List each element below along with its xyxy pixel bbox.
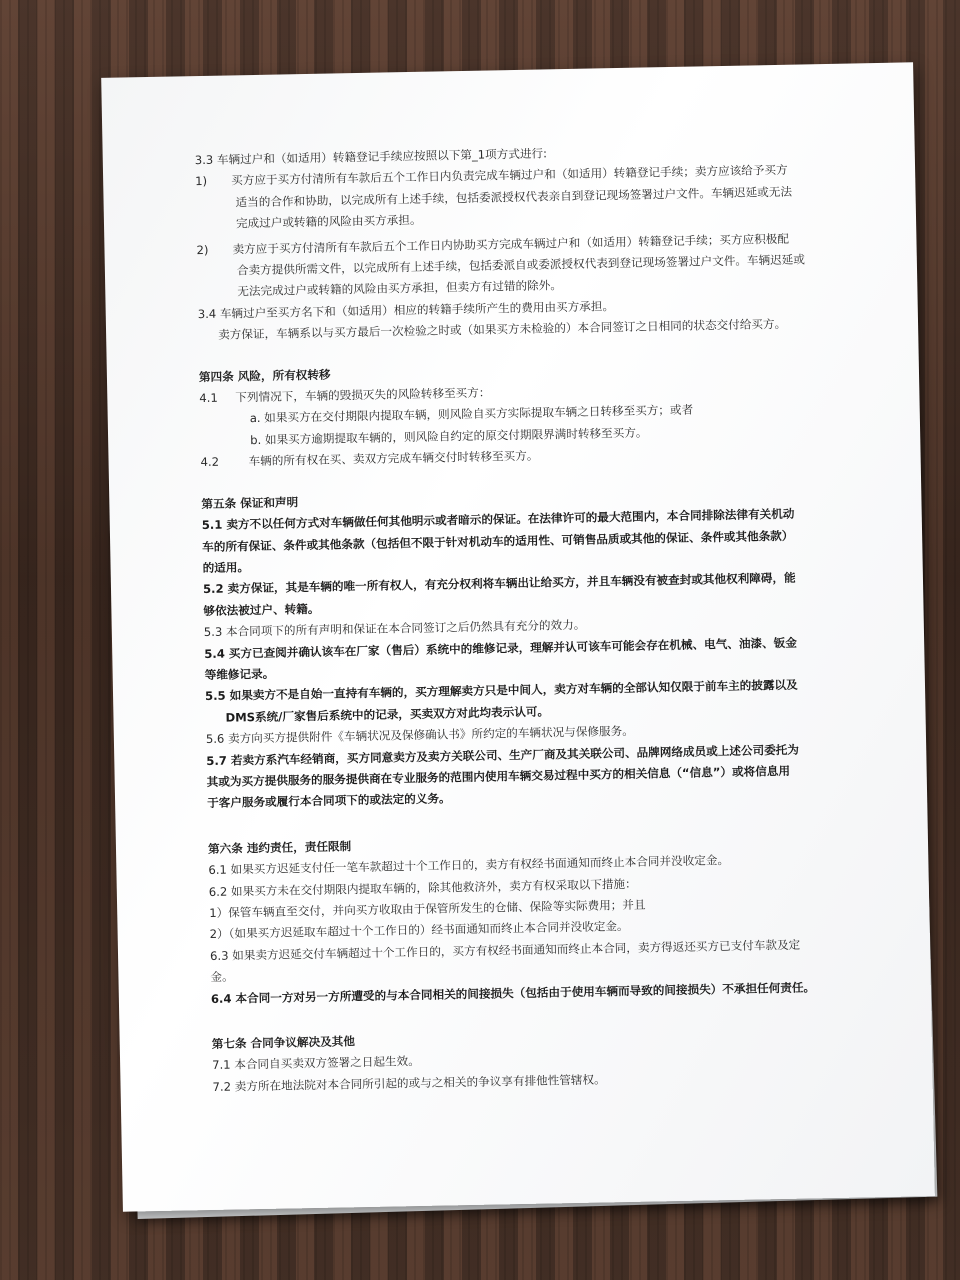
contract-text [195,138,865,1099]
clause-5-5-line: DMS系统/厂家售后系统中的记录，买卖双方对此均表示认可。 [225,704,550,725]
clause-3-3-title: 3.3 车辆过户和（如适用）转籍登记手续应按照以下第_1项方式进行: [194,146,548,168]
article-4-heading: 第四条 风险，所有权转移 [198,367,331,384]
clause-3-3-item-2-line: 合卖方提供所需文件，以完成所有上述手续，包括委派自或委派授权代表到登记现场签署过户文件。车辆迟延或 [236,252,806,278]
clause-3-4: 3.4 车辆过户至买方名下和（如适用）相应的转籍手续所产生的费用由买方承担。 [197,298,615,321]
clause-5-1: 5.1 卖方不以任何方式对车辆做任何其他明示或者暗示的保证。在法律许可的最大范围内，本合同排除法律有关机动 [201,506,795,533]
clause-5-4: 5.4 买方已查阅并确认该车在厂家（售后）系统中的维修记录，理解并认可该车可能会存在机械、电气、油漆、钣金 [204,635,797,661]
clause-3-3-item-2-line: 无法完成过户或转籍的风险由买方承担，但卖方有过错的除外。 [237,278,563,299]
clause-4-1-a: a. 如果买方在交付期限内提取车辆，则风险自买方实际提取车辆之日转移至买方；或者 [249,403,694,426]
clause-7-1: 7.1 本合同自买卖双方签署之日起生效。 [212,1054,420,1073]
clause-5-1-line: 车的所有保证、条件或其他条款（包括但不限于针对机动车的适用性、可销售品质或其他的保证、条件或其他条款） [202,528,794,554]
clause-4-2: 4.2 车辆的所有权在买、卖双方完成车辆交付时转移至买方。 [200,448,539,470]
clause-6-4: 6.4 本合同一方对另一方所遭受的与本合同相关的间接损失（包括由于使用车辆而导致的间接损失）不承担任何责任。 [210,979,816,1006]
clause-6-1: 6.1 如果买方迟延支付任一笔车款超过十个工作日的，卖方有权经书面通知而终止本合同并没收定金。 [208,853,730,878]
clause-5-2: 5.2 卖方保证，其是车辆的唯一所有权人，有充分权利将车辆出让给买方，并且车辆没有被查封或其他权利障碍，能 [202,570,796,597]
clause-5-7: 5.7 若卖方系汽车经销商，买方同意卖方及卖方关联公司、生产厂商及其关联公司、品牌网络成员或上述公司委托为 [206,742,800,768]
clause-5-6: 5.6 卖方向买方提供附件《车辆状况及保修确认书》所约定的车辆状况与保修服务。 [205,723,634,747]
contract-page [101,62,935,1211]
clause-5-1-line: 的适用。 [202,560,250,575]
clause-3-3-item-1-line: 完成过户或转籍的风险由买方承担。 [235,212,422,231]
clause-3-4-warranty: 卖方保证，车辆系以与买方最后一次检验之时或（如果买方未检验的）本合同签订之日相同的状态交付给买方。 [218,317,787,342]
article-5-heading: 第五条 保证和声明 [201,494,299,511]
clause-3-3-item-1: 1) 买方应于买方付清所有车款后五个工作日内负责完成车辆过户和（如适用）转籍登记手续；卖方应该给予买方 [195,163,788,189]
clause-4-1-b: b. 如果买方逾期提取车辆的，则风险自约定的原交付期限界满时转移至买方。 [250,425,648,447]
clause-6-2-measure-2: 2）（如果买方迟延取车超过十个工作日的）经书面通知而终止本合同并没收定金。 [209,919,629,942]
article-7-heading: 第七条 合同争议解决及其他 [211,1034,356,1051]
clause-5-7-line: 其或为买方提供服务的服务提供商在专业服务的范围内使用车辆交易过程中买方的相关信息（“信息”）或将信息用 [206,763,791,789]
clause-3-3-item-2: 2) 卖方应于买方付清所有车款后五个工作日内协助买方完成车辆过户和（如适用）转籍登记手续；买方应积极配 [196,231,790,257]
clause-5-2-line: 够依法被过户、转籍。 [203,601,320,618]
clause-6-3-line: 金。 [210,969,234,985]
clause-6-2: 6.2 如果买方未在交付期限内提取车辆的，除其他救济外，卖方有权采取以下措施： [208,876,637,899]
clause-7-2: 7.2 卖方所在地法院对本合同所引起的或与之相关的争议享有排他性管辖权。 [212,1072,606,1094]
clause-5-4-line: 等维修记录。 [204,666,275,682]
clause-6-3: 6.3 如果卖方迟延交付车辆超过十个工作日的，买方有权经书面通知而终止本合同，卖方得返还买方已支付车款及定 [209,937,801,963]
clause-5-5: 5.5 如果卖方不是自始一直持有车辆的，买方理解卖方只是中间人，卖方对车辆的全部认知仅限于前车主的披露以及 [204,677,798,704]
clause-5-3: 5.3 本合同项下的所有声明和保证在本合同签订之后仍然具有充分的效力。 [203,617,586,640]
clause-6-2-measure-1: 1）保管车辆直至交付，并向买方收取由于保管所发生的仓储、保险等实际费用；并且 [209,897,646,920]
clause-4-1: 4.1 下列情况下，车辆的毁损灭失的风险转移至买方： [199,385,491,406]
clause-5-7-line: 于客户服务或履行本合同项下的或法定的义务。 [207,791,451,811]
clause-3-3-item-1-line: 适当的合作和协助，以完成所有上述手续，包括委派授权代表亲自到登记现场签署过户文件。车辆迟延或无法 [235,184,793,210]
article-6-heading: 第六条 违约责任，责任限制 [207,839,352,856]
